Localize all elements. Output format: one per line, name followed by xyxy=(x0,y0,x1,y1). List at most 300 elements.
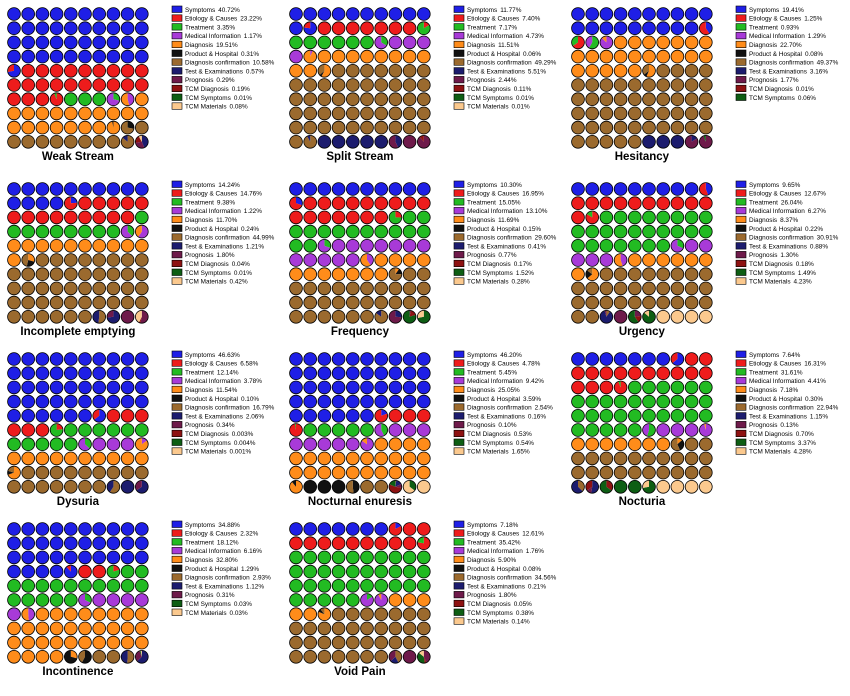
legend-label-product-and-hospital xyxy=(467,566,541,573)
waffle-cell-diagnosis xyxy=(643,438,656,451)
waffle-cell-etiology-and-causes xyxy=(403,22,416,35)
legend-swatch-prognosis xyxy=(172,251,182,258)
waffle-slice-diagnosis-confirmation xyxy=(127,650,134,663)
waffle-cell-treatment xyxy=(614,409,627,422)
waffle-grid xyxy=(8,353,149,494)
waffle-cell-test-and-examinations xyxy=(375,135,388,148)
legend-category-name: Symptoms xyxy=(749,181,780,189)
waffle-cell-treatment xyxy=(135,211,148,224)
legend-percent-value: 0.10% xyxy=(240,395,260,403)
waffle-cell-etiology-and-causes xyxy=(403,197,416,210)
waffle-cell-test-and-examinations xyxy=(671,135,684,148)
waffle-cell-symptoms xyxy=(375,523,388,536)
legend-percent-value: 7.17% xyxy=(498,24,518,32)
legend-percent-value: 1.21% xyxy=(245,243,265,251)
waffle-cell-diagnosis-confirmation xyxy=(643,452,656,465)
waffle-cell-treatment xyxy=(375,579,388,592)
legend-swatch-diagnosis-confirmation xyxy=(454,59,464,66)
legend-label-tcm-materials xyxy=(185,104,248,111)
waffle-cell-diagnosis-confirmation xyxy=(699,121,712,134)
legend-percent-value: 3.37% xyxy=(797,439,816,447)
legend-category-name: Diagnosis confirmation xyxy=(185,404,250,412)
waffle-cell-etiology-and-causes xyxy=(135,409,148,422)
waffle-cell-test-and-examinations xyxy=(657,135,670,148)
waffle-cell-diagnosis-confirmation xyxy=(361,107,374,120)
waffle-cell-diagnosis xyxy=(389,254,402,267)
legend-label-tcm-materials xyxy=(467,449,530,456)
legend-label-tcm-materials xyxy=(749,449,812,456)
waffle-cell-diagnosis xyxy=(79,452,92,465)
legend-label-treatment xyxy=(185,199,235,206)
waffle-cell-diagnosis-confirmation xyxy=(572,296,585,309)
legend-category-name: TCM Diagnosis xyxy=(185,86,229,93)
panel-title: Weak Stream xyxy=(41,151,114,164)
waffle-cell-diagnosis-confirmation xyxy=(8,268,21,281)
waffle-cell-treatment xyxy=(22,225,35,238)
waffle-cell-diagnosis xyxy=(332,452,345,465)
waffle-cell-diagnosis xyxy=(671,36,684,49)
waffle-cell-diagnosis xyxy=(375,50,388,63)
panel-hesitancy xyxy=(572,6,839,163)
waffle-cell-mixed xyxy=(600,480,613,493)
waffle-cell-diagnosis xyxy=(628,254,641,267)
waffle-cell-diagnosis-confirmation xyxy=(375,636,388,649)
legend-category-name: Prognosis xyxy=(467,592,496,600)
legend-percent-value: 1.25% xyxy=(804,15,823,23)
waffle-cell-symptoms xyxy=(50,409,63,422)
legend-swatch-diagnosis xyxy=(172,556,182,563)
waffle-cell-diagnosis-confirmation xyxy=(699,282,712,295)
waffle-cell-diagnosis xyxy=(671,50,684,63)
legend-category-name: TCM Materials xyxy=(185,278,227,286)
waffle-cell-diagnosis-confirmation xyxy=(671,452,684,465)
waffle-cell-diagnosis xyxy=(685,254,698,267)
waffle-cell-diagnosis-confirmation xyxy=(685,64,698,77)
waffle-cell-diagnosis-confirmation xyxy=(628,93,641,106)
waffle-cell-treatment xyxy=(600,239,613,252)
legend-swatch-tcm-diagnosis xyxy=(454,430,464,437)
waffle-cell-test-and-examinations xyxy=(121,480,134,493)
legend-percent-value: 0.01% xyxy=(795,86,814,93)
legend-category-name: Test & Examinations xyxy=(749,243,807,251)
waffle-cell-diagnosis-confirmation xyxy=(685,268,698,281)
waffle-cell-etiology-and-causes xyxy=(36,93,49,106)
waffle-cell-diagnosis-confirmation xyxy=(403,93,416,106)
waffle-cell-medical-information xyxy=(332,438,345,451)
waffle-cell-diagnosis-confirmation xyxy=(657,282,670,295)
waffle-cell-etiology-and-causes xyxy=(614,197,627,210)
waffle-grid xyxy=(8,183,149,324)
legend-label-diagnosis-confirmation xyxy=(749,60,839,67)
waffle-cell-symptoms xyxy=(135,537,148,550)
legend xyxy=(172,6,275,111)
legend-percent-value: 0.38% xyxy=(515,609,534,617)
waffle-cell-symptoms xyxy=(290,523,303,536)
waffle-cell-symptoms xyxy=(304,395,317,408)
waffle-cell-diagnosis-confirmation xyxy=(389,79,402,92)
waffle-cell-diagnosis xyxy=(121,608,134,621)
waffle-cell-symptoms xyxy=(628,183,641,196)
waffle-cell-diagnosis xyxy=(79,636,92,649)
waffle-cell-diagnosis-confirmation xyxy=(64,268,77,281)
waffle-cell-symptoms xyxy=(375,367,388,380)
waffle-cell-diagnosis xyxy=(135,239,148,252)
waffle-cell-treatment xyxy=(318,594,331,607)
waffle-cell-diagnosis xyxy=(107,239,120,252)
legend-swatch-tcm-symptoms xyxy=(454,94,464,101)
waffle-cell-symptoms xyxy=(586,8,599,21)
waffle-cell-treatment xyxy=(121,579,134,592)
waffle-cell-diagnosis-confirmation xyxy=(50,480,63,493)
waffle-cell-diagnosis-confirmation xyxy=(36,135,49,148)
waffle-cell-etiology-and-causes xyxy=(389,409,402,422)
waffle-cell-etiology-and-causes xyxy=(107,197,120,210)
waffle-cell-diagnosis xyxy=(375,254,388,267)
waffle-cell-mixed xyxy=(389,211,402,224)
waffle-cell-etiology-and-causes xyxy=(346,22,359,35)
waffle-cell-diagnosis-confirmation xyxy=(657,93,670,106)
waffle-cell-etiology-and-causes xyxy=(50,64,63,77)
legend-swatch-symptoms xyxy=(454,521,464,528)
waffle-cell-etiology-and-causes xyxy=(389,22,402,35)
waffle-cell-diagnosis-confirmation xyxy=(93,282,106,295)
waffle-cell-etiology-and-causes xyxy=(64,211,77,224)
legend-category-name: TCM Materials xyxy=(467,103,509,111)
waffle-cell-diagnosis-confirmation xyxy=(403,622,416,635)
legend-label-diagnosis-confirmation xyxy=(185,235,275,242)
legend-swatch-tcm-symptoms xyxy=(172,600,182,607)
waffle-cell-treatment xyxy=(614,424,627,437)
legend-category-name: TCM Diagnosis xyxy=(467,431,511,438)
waffle-cell-treatment xyxy=(572,225,585,238)
waffle-cell-diagnosis-confirmation xyxy=(290,282,303,295)
legend-label-product-and-hospital xyxy=(185,566,259,573)
waffle-cell-diagnosis-confirmation xyxy=(107,296,120,309)
waffle-cell-symptoms xyxy=(403,381,416,394)
waffle-cell-treatment xyxy=(600,225,613,238)
waffle-cell-treatment xyxy=(79,225,92,238)
legend-category-name: TCM Symptoms xyxy=(467,94,513,102)
legend-label-tcm-diagnosis xyxy=(467,261,532,268)
waffle-cell-treatment xyxy=(643,409,656,422)
waffle-cell-etiology-and-causes xyxy=(50,79,63,92)
waffle-cell-symptoms xyxy=(107,551,120,564)
waffle-cell-diagnosis-confirmation xyxy=(628,107,641,120)
legend-swatch-treatment xyxy=(454,24,464,31)
waffle-cell-treatment xyxy=(403,565,416,578)
waffle-cell-tcm-materials xyxy=(685,480,698,493)
waffle-cell-diagnosis-confirmation xyxy=(135,121,148,134)
waffle-cell-symptoms xyxy=(36,36,49,49)
waffle-cell-mixed xyxy=(403,480,416,493)
waffle-cell-mixed xyxy=(79,438,92,451)
waffle-cell-diagnosis xyxy=(121,636,134,649)
waffle-cell-symptoms xyxy=(107,36,120,49)
waffle-cell-medical-information xyxy=(346,438,359,451)
waffle-cell-symptoms xyxy=(22,367,35,380)
waffle-cell-symptoms xyxy=(93,395,106,408)
waffle-cell-etiology-and-causes xyxy=(107,79,120,92)
panel-incomplete-emptying xyxy=(8,181,275,338)
waffle-cell-mixed xyxy=(699,135,712,148)
legend-percent-value: 0.93% xyxy=(780,24,800,32)
legend-category-name: Diagnosis xyxy=(749,42,778,49)
waffle-cell-diagnosis xyxy=(290,466,303,479)
legend-category-name: Symptoms xyxy=(467,6,498,14)
waffle-cell-diagnosis xyxy=(643,254,656,267)
legend-label-tcm-symptoms xyxy=(185,601,252,608)
waffle-cell-symptoms xyxy=(600,8,613,21)
legend-percent-value: 0.08% xyxy=(804,50,824,58)
waffle-cell-diagnosis-confirmation xyxy=(332,79,345,92)
waffle-cell-mixed xyxy=(389,135,402,148)
waffle-cell-symptoms xyxy=(50,183,63,196)
waffle-cell-diagnosis-confirmation xyxy=(318,79,331,92)
legend-percent-value: 46.63% xyxy=(218,351,240,359)
legend-swatch-tcm-diagnosis xyxy=(454,600,464,607)
legend-percent-value: 0.08% xyxy=(229,103,248,111)
waffle-cell-diagnosis-confirmation xyxy=(657,268,670,281)
waffle-cell-diagnosis-confirmation xyxy=(657,296,670,309)
waffle-cell-treatment xyxy=(375,225,388,238)
waffle-cell-symptoms xyxy=(685,8,698,21)
waffle-cell-symptoms xyxy=(290,409,303,422)
waffle-cell-diagnosis xyxy=(361,268,374,281)
waffle-cell-symptoms xyxy=(79,367,92,380)
waffle-cell-diagnosis-confirmation xyxy=(375,121,388,134)
waffle-cell-symptoms xyxy=(318,8,331,21)
waffle-cell-etiology-and-causes xyxy=(107,64,120,77)
legend-swatch-diagnosis xyxy=(172,41,182,48)
legend-label-diagnosis xyxy=(467,217,520,224)
waffle-cell-symptoms xyxy=(332,8,345,21)
waffle-cell-symptoms xyxy=(318,409,331,422)
waffle-cell-treatment xyxy=(36,438,49,451)
waffle-cell-mixed xyxy=(64,197,77,210)
waffle-cell-diagnosis-confirmation xyxy=(614,135,627,148)
waffle-cell-diagnosis-confirmation xyxy=(403,282,416,295)
waffle-cell-diagnosis xyxy=(417,50,430,63)
waffle-cell-symptoms xyxy=(22,353,35,366)
waffle-cell-diagnosis-confirmation xyxy=(346,650,359,663)
waffle-cell-diagnosis-confirmation xyxy=(22,282,35,295)
legend-category-name: Diagnosis confirmation xyxy=(185,59,250,67)
waffle-cell-treatment xyxy=(290,36,303,49)
waffle-cell-etiology-and-causes xyxy=(64,64,77,77)
waffle-cell-diagnosis-confirmation xyxy=(50,296,63,309)
waffle-cell-etiology-and-causes xyxy=(22,211,35,224)
waffle-cell-diagnosis-confirmation xyxy=(685,282,698,295)
waffle-cell-diagnosis-confirmation xyxy=(403,608,416,621)
waffle-cell-etiology-and-causes xyxy=(318,211,331,224)
waffle-cell-diagnosis-confirmation xyxy=(332,282,345,295)
waffle-cell-diagnosis xyxy=(135,107,148,120)
legend-percent-value: 7.18% xyxy=(780,387,799,394)
legend-category-name: TCM Materials xyxy=(749,448,791,456)
legend-label-prognosis xyxy=(467,77,517,84)
waffle-cell-treatment xyxy=(586,239,599,252)
waffle-cell-etiology-and-causes xyxy=(290,537,303,550)
waffle-cell-tcm-materials xyxy=(699,480,712,493)
legend-percent-value: 5.51% xyxy=(527,68,547,76)
waffle-cell-treatment xyxy=(671,225,684,238)
panel-title: Nocturia xyxy=(618,496,666,509)
waffle-cell-mixed xyxy=(8,64,21,77)
waffle-cell-symptoms xyxy=(135,381,148,394)
legend-category-name: Medical Information xyxy=(467,548,523,556)
legend-category-name: Test & Examinations xyxy=(467,68,525,76)
legend-category-name: Test & Examinations xyxy=(185,413,243,421)
waffle-cell-medical-information xyxy=(685,424,698,437)
waffle-cell-diagnosis-confirmation xyxy=(93,135,106,148)
waffle-cell-symptoms xyxy=(643,353,656,366)
waffle-cell-symptoms xyxy=(36,183,49,196)
legend-swatch-product-and-hospital xyxy=(172,395,182,402)
legend-percent-value: 11.69% xyxy=(498,217,520,224)
waffle-cell-etiology-and-causes xyxy=(417,523,430,536)
waffle-cell-treatment xyxy=(318,579,331,592)
waffle-cell-symptoms xyxy=(64,367,77,380)
waffle-cell-diagnosis-confirmation xyxy=(417,296,430,309)
legend-category-name: Diagnosis confirmation xyxy=(467,234,532,242)
legend-swatch-product-and-hospital xyxy=(172,225,182,232)
waffle-cell-symptoms xyxy=(135,395,148,408)
waffle-cell-etiology-and-causes xyxy=(121,79,134,92)
waffle-cell-symptoms xyxy=(93,353,106,366)
legend-percent-value: 1.80% xyxy=(498,592,517,600)
legend-category-name: Diagnosis xyxy=(467,387,496,394)
waffle-cell-diagnosis-confirmation xyxy=(346,79,359,92)
waffle-cell-diagnosis xyxy=(8,452,21,465)
panel-weak-stream xyxy=(8,6,275,163)
waffle-cell-diagnosis xyxy=(107,622,120,635)
legend-swatch-medical-information xyxy=(172,547,182,554)
legend-percent-value: 0.15% xyxy=(522,225,542,233)
legend-category-name: Product & Hospital xyxy=(467,565,520,573)
waffle-cell-treatment xyxy=(346,225,359,238)
waffle-cell-symptoms xyxy=(389,353,402,366)
waffle-cell-medical-information xyxy=(318,254,331,267)
waffle-cell-medical-information xyxy=(107,594,120,607)
legend-swatch-tcm-materials xyxy=(172,103,182,110)
waffle-cell-medical-information xyxy=(304,438,317,451)
waffle-cell-mixed xyxy=(586,211,599,224)
legend-category-name: Diagnosis confirmation xyxy=(467,574,532,582)
waffle-cell-test-and-examinations xyxy=(332,135,345,148)
waffle-cell-symptoms xyxy=(389,183,402,196)
legend-label-medical-information xyxy=(749,33,826,40)
waffle-cell-etiology-and-causes xyxy=(586,367,599,380)
waffle-cell-treatment xyxy=(657,395,670,408)
waffle-cell-symptoms xyxy=(64,353,77,366)
waffle-cell-treatment xyxy=(403,551,416,564)
waffle-cell-symptoms xyxy=(50,36,63,49)
legend-category-name: Treatment xyxy=(185,369,214,377)
waffle-cell-diagnosis-confirmation xyxy=(628,282,641,295)
waffle-cell-etiology-and-causes xyxy=(643,197,656,210)
waffle-slice-test-and-examinations xyxy=(591,480,598,493)
waffle-cell-mixed xyxy=(318,64,331,77)
legend-label-product-and-hospital xyxy=(467,396,541,403)
waffle-cell-etiology-and-causes xyxy=(318,22,331,35)
waffle-grid xyxy=(8,8,149,149)
waffle-cell-diagnosis xyxy=(403,50,416,63)
waffle-cell-diagnosis xyxy=(304,452,317,465)
legend-percent-value: 22.70% xyxy=(780,42,802,49)
waffle-cell-mixed xyxy=(50,93,63,106)
waffle-cell-etiology-and-causes xyxy=(93,211,106,224)
legend-category-name: Prognosis xyxy=(467,252,496,260)
waffle-cell-diagnosis-confirmation xyxy=(417,268,430,281)
waffle-cell-mixed xyxy=(643,480,656,493)
legend-category-name: Prognosis xyxy=(467,77,496,85)
waffle-cell-symptoms xyxy=(290,367,303,380)
waffle-cell-medical-information xyxy=(361,239,374,252)
legend-swatch-prognosis xyxy=(736,251,746,258)
waffle-cell-treatment xyxy=(107,225,120,238)
waffle-cell-mixed xyxy=(290,424,303,437)
waffle-cell-tcm-materials xyxy=(657,480,670,493)
waffle-cell-etiology-and-causes xyxy=(657,197,670,210)
legend-category-name: Etiology & Causes xyxy=(185,360,238,368)
waffle-cell-symptoms xyxy=(361,381,374,394)
waffle-cell-symptoms xyxy=(332,353,345,366)
waffle-cell-symptoms xyxy=(93,22,106,35)
legend-percent-value: 1.17% xyxy=(243,33,262,41)
waffle-cell-symptoms xyxy=(572,8,585,21)
waffle-cell-symptoms xyxy=(685,22,698,35)
waffle-cell-diagnosis-confirmation xyxy=(93,296,106,309)
waffle-grid xyxy=(572,353,713,494)
waffle-cell-diagnosis xyxy=(657,50,670,63)
waffle-cell-symptoms xyxy=(107,523,120,536)
waffle-cell-diagnosis xyxy=(107,452,120,465)
waffle-cell-diagnosis-confirmation xyxy=(361,296,374,309)
waffle-cell-treatment xyxy=(304,565,317,578)
waffle-cell-diagnosis-confirmation xyxy=(36,268,49,281)
legend-category-name: Medical Information xyxy=(749,33,805,41)
legend-label-tcm-materials xyxy=(467,104,530,111)
waffle-cell-diagnosis xyxy=(135,93,148,106)
waffle-cell-symptoms xyxy=(8,8,21,21)
waffle-cell-treatment xyxy=(417,551,430,564)
waffle-cell-treatment xyxy=(671,211,684,224)
legend-swatch-diagnosis-confirmation xyxy=(454,574,464,581)
waffle-cell-etiology-and-causes xyxy=(403,409,416,422)
waffle-cell-product-and-hospital xyxy=(318,480,331,493)
waffle-cell-treatment xyxy=(361,565,374,578)
legend-label-medical-information xyxy=(749,208,826,215)
legend-swatch-tcm-symptoms xyxy=(454,609,464,616)
legend-swatch-tcm-diagnosis xyxy=(736,260,746,267)
legend-swatch-etiology-and-causes xyxy=(736,15,746,21)
waffle-cell-diagnosis-confirmation xyxy=(628,466,641,479)
waffle-cell-treatment xyxy=(643,211,656,224)
waffle-cell-treatment xyxy=(135,565,148,578)
waffle-cell-mixed xyxy=(121,135,134,148)
waffle-cell-treatment xyxy=(346,36,359,49)
waffle-cell-symptoms xyxy=(643,22,656,35)
legend-percent-value: 3.16% xyxy=(809,68,829,76)
legend-category-name: TCM Diagnosis xyxy=(185,431,229,438)
legend-swatch-treatment xyxy=(172,539,182,546)
waffle-cell-medical-information xyxy=(332,254,345,267)
waffle-cell-tcm-materials xyxy=(671,480,684,493)
legend-percent-value: 5.90% xyxy=(498,557,517,564)
legend-label-product-and-hospital xyxy=(467,51,541,58)
waffle-cell-symptoms xyxy=(389,381,402,394)
waffle-cell-mixed xyxy=(643,310,656,323)
